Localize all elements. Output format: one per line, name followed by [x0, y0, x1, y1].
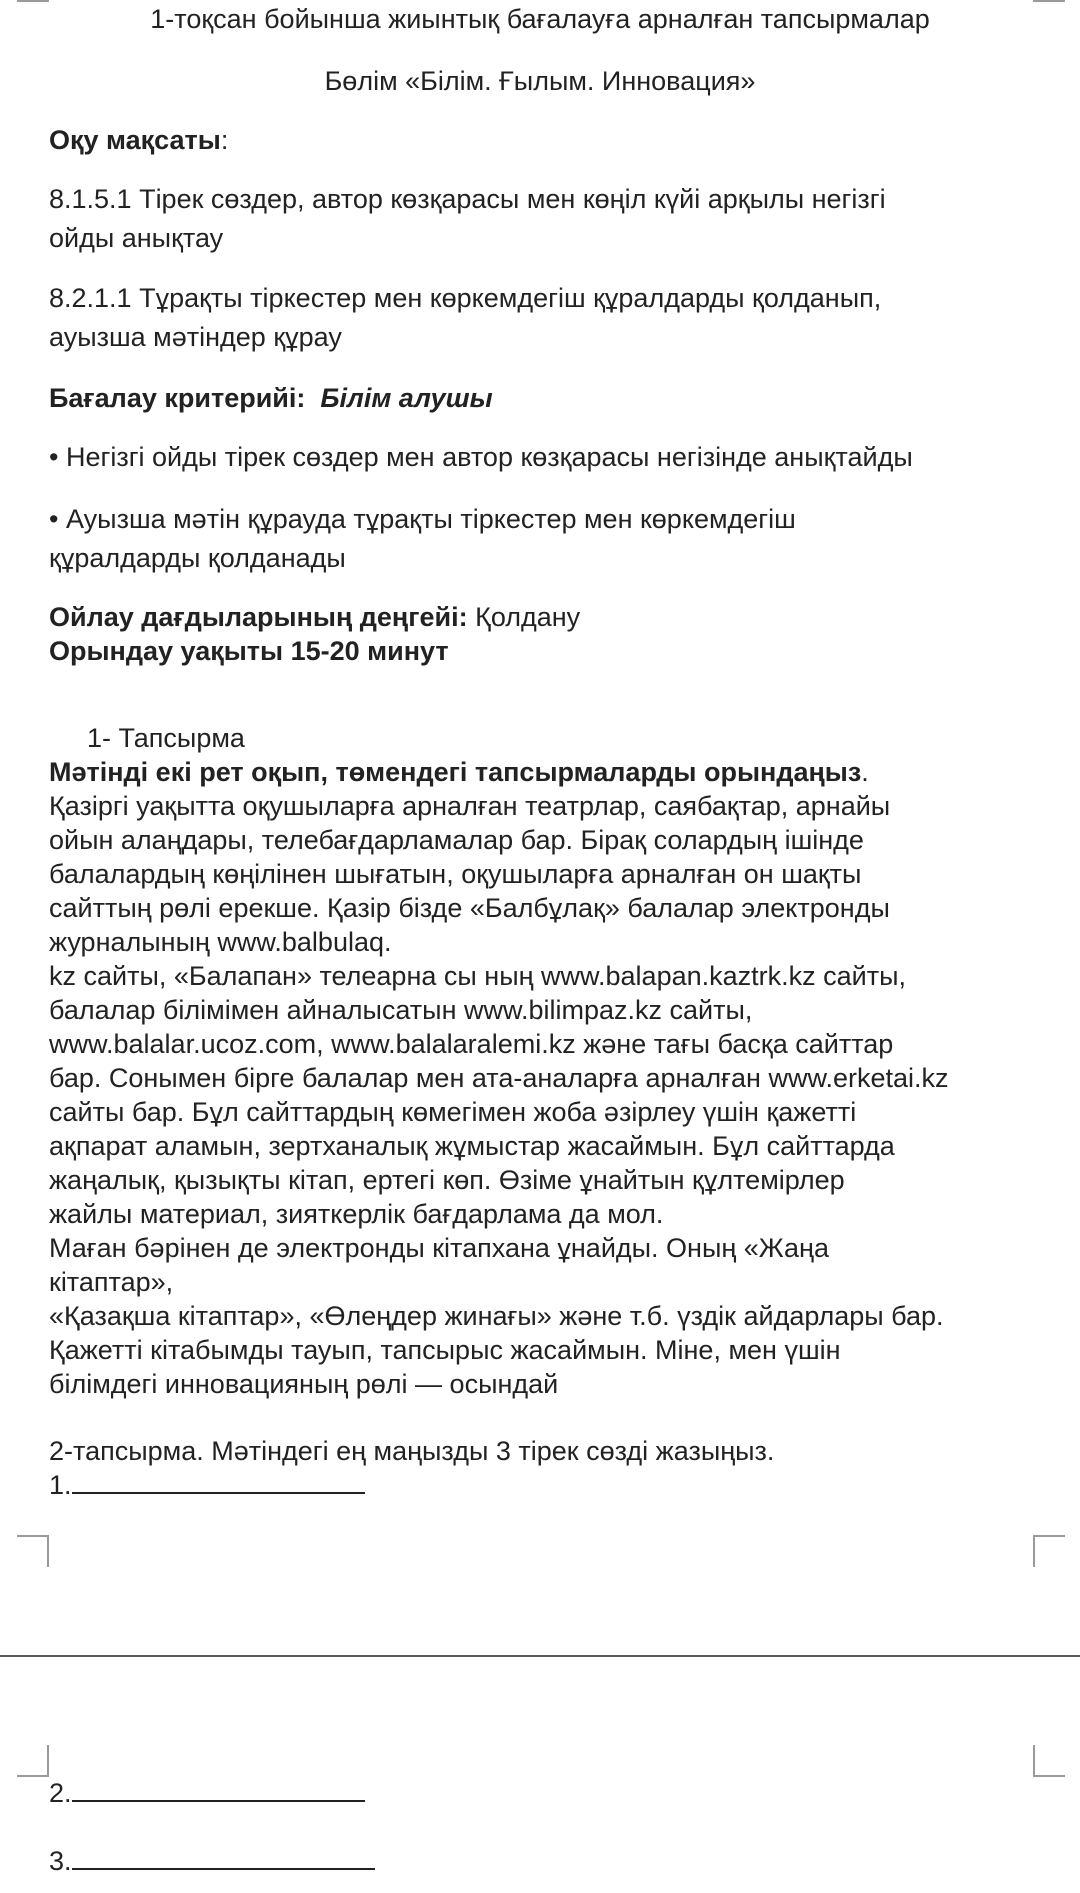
- document-title: 1-тоқсан бойынша жиынтық бағалауға арналған тапсырмалар: [150, 4, 930, 34]
- page-corner-mark: [17, 1745, 49, 1777]
- section-title: Бөлім «Білім. Ғылым. Инновация»: [324, 66, 756, 96]
- passage-line: кітаптар»,: [49, 1267, 174, 1297]
- criterion-2-line-2: құралдарды қолданады: [49, 543, 346, 573]
- thinking-level-value: Қолдану: [467, 602, 581, 632]
- passage-line: ақпарат аламын, зертханалық жұмыстар жасаймын. Бұл сайттарда: [49, 1131, 895, 1161]
- answer-number-1: 1.: [49, 1470, 72, 1500]
- passage-line: «Қазақша кітаптар», «Өлеңдер жинағы» және т.б. үздік айдарлары бар.: [49, 1301, 944, 1331]
- time-limit: Орындау уақыты 15-20 минут: [49, 636, 449, 666]
- goal-2-line-2: ауызша мәтіндер құрау: [49, 322, 342, 352]
- passage-line: ойын алаңдары, телебағдарламалар бар. Бірақ солардың ішінде: [49, 825, 864, 855]
- answer-line-2: [49, 1776, 1049, 1810]
- passage-line: www.balalar.ucoz.com, www.balalaralemi.kz және тағы басқа сайттар: [49, 1029, 894, 1059]
- answer-blank-2[interactable]: [72, 1776, 365, 1802]
- criterion-1: • Негізгі ойды тірек сөздер мен автор көзқарасы негізінде анықтайды: [49, 442, 913, 472]
- passage-line: бар. Сонымен бірге балалар мен ата-аналарға арналған www.erketai.kz: [49, 1063, 949, 1093]
- answer-number-3: 3.: [49, 1846, 72, 1876]
- answer-blank-1[interactable]: [72, 1468, 365, 1494]
- passage-line: Маған бәрінен де электронды кітапхана ұнайды. Оның «Жаңа: [49, 1233, 829, 1263]
- learning-goals-label: Оқу мақсаты: [49, 125, 221, 155]
- document-page-2: [0, 1657, 1080, 1893]
- page-corner-mark: [1033, 1535, 1065, 1567]
- answer-blank-3[interactable]: [72, 1844, 375, 1870]
- criteria-label: Бағалау критерийі:: [49, 383, 306, 413]
- goal-2-line-1: 8.2.1.1 Тұрақты тіркестер мен көркемдегіш құралдарды қолданып,: [49, 283, 882, 313]
- criterion-2-line-1: • Ауызша мәтін құрауда тұрақты тіркестер мен көркемдегіш: [49, 504, 796, 534]
- page-corner-mark: [1033, 1745, 1065, 1777]
- answer-number-2: 2.: [49, 1778, 72, 1808]
- goal-1-line-2: ойды анықтау: [49, 223, 224, 253]
- criteria-row: [49, 381, 1049, 415]
- learning-goals-colon: :: [220, 125, 229, 155]
- passage-line: сайты бар. Бұл сайттардың көмегімен жоба әзірлеу үшін қажетті: [49, 1097, 857, 1127]
- task-1-instruction: Мәтінді екі рет оқып, төмендегі тапсырмаларды орындаңыз: [49, 757, 862, 787]
- passage-line: білімдегі инновацияның рөлі — осындай: [49, 1369, 559, 1399]
- thinking-level-label: Ойлау дағдыларының деңгейі:: [49, 602, 468, 632]
- goal-1-line-1: 8.1.5.1 Тірек сөздер, автор көзқарасы мен көңіл күйі арқылы негізгі: [49, 184, 886, 214]
- passage-line: kz сайты, «Балапан» телеарна сы ның www.balapan.kaztrk.kz сайты,: [49, 961, 906, 991]
- page-corner-mark: [17, 1535, 49, 1567]
- learning-goals-heading: [49, 123, 1049, 157]
- passage-line: Қазіргі уақытта оқушыларға арналған театрлар, саябақтар, арнайы: [49, 791, 891, 821]
- answer-line-1: [49, 1468, 1049, 1502]
- task-1-instruction-period: .: [861, 757, 869, 787]
- passage-line: журналының www.balbulaq.: [49, 927, 392, 957]
- passage-line: балалардың көңілінен шығатын, оқушыларға арналған он шақты: [49, 859, 862, 889]
- thinking-level-row: [49, 600, 1049, 634]
- task-1-heading: 1- Тапсырма: [87, 723, 245, 753]
- answer-line-3: [49, 1844, 1049, 1878]
- criteria-value: Білім алушы: [320, 383, 493, 413]
- passage-line: сайттың рөлі ерекше. Қазір бізде «Балбұлақ» балалар электронды: [49, 893, 890, 923]
- passage-line: Қажетті кітабымды тауып, тапсырыс жасаймын. Міне, мен үшін: [49, 1335, 841, 1365]
- passage-line: балалар білімімен айналысатын www.bilimpaz.kz сайты,: [49, 995, 753, 1025]
- passage-line: жайлы материал, зияткерлік бағдарлама да мол.: [49, 1199, 664, 1229]
- task-2-heading: 2-тапсырма. Мәтіндегі ең маңызды 3 тірек сөзді жазыңыз.: [49, 1436, 775, 1466]
- task-1-instruction-row: [49, 755, 1049, 789]
- passage-line: жаңалық, қызықты кітап, ертегі көп. Өзіме ұнайтын құлтемірлер: [49, 1165, 845, 1195]
